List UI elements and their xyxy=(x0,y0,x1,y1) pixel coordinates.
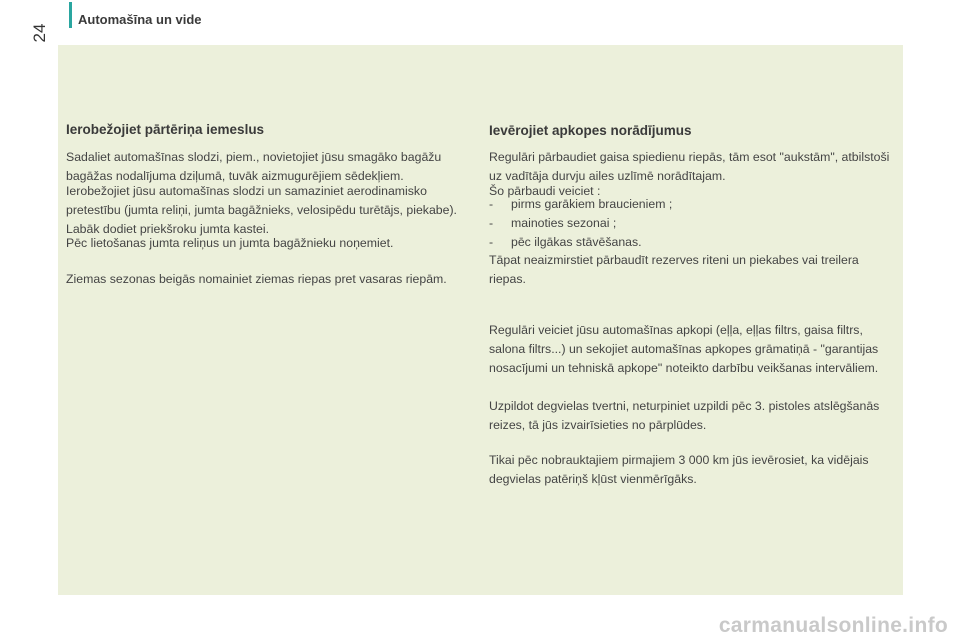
left-paragraph-3: Pēc lietošanas jumta reliņus un jumta bagāžnieku noņemiet. xyxy=(66,236,394,250)
section-title: Automašīna un vide xyxy=(78,12,202,27)
left-paragraph-2: Ierobežojiet jūsu automašīnas slodzi un samaziniet aerodinamisko pretestību (jumta reliņi, jumta bagāžnieks, velosipēdu turētājs, piekabe). Labāk dodiet priekšroku jumta kastei. xyxy=(66,184,457,236)
list-item: - pirms garākiem braucieniem ; xyxy=(489,197,673,211)
right-heading: Ievērojiet apkopes norādījumus xyxy=(489,123,692,138)
list-item: - mainoties sezonai ; xyxy=(489,216,617,230)
watermark: carmanualsonline.info xyxy=(718,614,948,637)
right-paragraph-3: Tāpat neaizmirstiet pārbaudīt rezerves riteni un piekabes vai treilera riepas. xyxy=(489,253,859,286)
right-paragraph-1: Regulāri pārbaudiet gaisa spiedienu riepās, tām esot "aukstām", atbilstoši uz vadītāja durvju ailes uzlīmē norādītajam. xyxy=(489,150,890,183)
right-column xyxy=(489,120,894,486)
right-paragraph-2: Šo pārbaudi veiciet : xyxy=(489,184,601,198)
left-paragraph-1: Sadaliet automašīnas slodzi, piem., novietojiet jūsu smagāko bagāžu bagāžas nodalījuma dziļumā, tuvāk aizmugurējiem sēdekļiem. xyxy=(66,150,442,183)
left-paragraph-4: Ziemas sezonas beigās nomainiet ziemas riepas pret vasaras riepām. xyxy=(66,272,447,286)
left-column xyxy=(66,120,476,286)
list-item: - pēc ilgākas stāvēšanas. xyxy=(489,235,642,249)
maintenance-list xyxy=(489,195,894,252)
page-number: 24 xyxy=(30,23,49,43)
right-paragraph-4: Regulāri veiciet jūsu automašīnas apkopi (eļļa, eļļas filtrs, gaisa filtrs, salona filtrs...) un sekojiet automašīnas apkopes grāmatiņā - "garantijas nosacījumi un tehniskā apkope" noteikto darbību veikšanas intervāliem. xyxy=(489,323,879,375)
header-accent-bar xyxy=(69,2,72,28)
right-paragraph-6: Tikai pēc nobrauktajiem pirmajiem 3 000 km jūs ievērosiet, ka vidējais degvielas patēriņš kļūst vienmērīgāks. xyxy=(489,453,869,486)
left-heading: Ierobežojiet pārtēriņa iemeslus xyxy=(66,122,265,137)
right-paragraph-5: Uzpildot degvielas tvertni, neturpiniet uzpildi pēc 3. pistoles atslēgšanās reizes, tā jūs izvairīsieties no pārplūdes. xyxy=(489,399,880,432)
